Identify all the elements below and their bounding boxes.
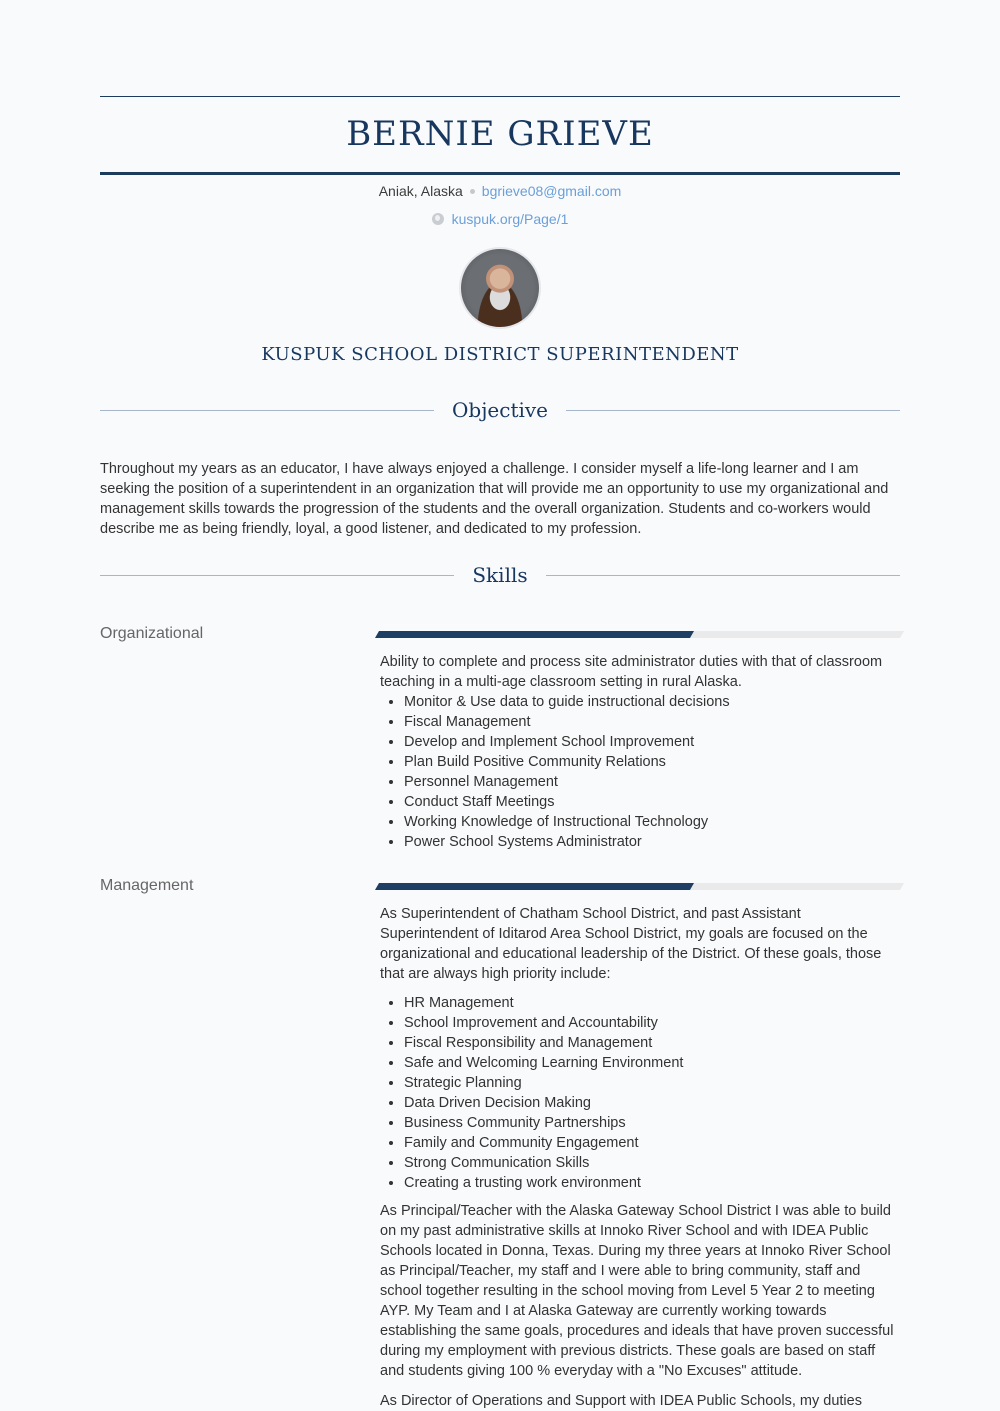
list-item: • Conduct Staff Meetings xyxy=(404,792,900,812)
skill-bullet-list xyxy=(380,692,900,852)
job-title: KUSPUK SCHOOL DISTRICT SUPERINTENDENT xyxy=(261,344,739,365)
location-text: Aniak, Alaska xyxy=(378,183,463,199)
candidate-name: BERNIE GRIEVE xyxy=(346,114,654,154)
list-item: • Monitor & Use data to guide instructional decisions xyxy=(404,692,900,712)
list-item: • Plan Build Positive Community Relations xyxy=(404,752,900,772)
list-item: • Personnel Management xyxy=(404,772,900,792)
skills-heading xyxy=(100,560,900,590)
list-item: • Strategic Planning xyxy=(404,1073,900,1093)
list-item: • Family and Community Engagement xyxy=(404,1133,900,1153)
website-link[interactable]: kuspuk.org/Page/1 xyxy=(451,211,569,227)
list-item: • Develop and Implement School Improvement xyxy=(404,732,900,752)
list-item: • Working Knowledge of Instructional Technology xyxy=(404,812,900,832)
website-row xyxy=(100,209,900,229)
separator-dot-icon xyxy=(470,189,475,194)
skill-level-bar xyxy=(375,883,904,890)
skill-intro: Ability to complete and process site administrator duties with that of classroom teaching in a multi-age classroom setting in rural Alaska. xyxy=(380,654,883,690)
skill-name-management: Management xyxy=(100,877,194,894)
contact-row xyxy=(100,181,900,201)
skill-description-management xyxy=(380,904,900,1411)
objective-text: Throughout my years as an educator, I have always enjoyed a challenge. I consider myself a life-long learner and I am seeking the position of a superintendent in an organization that will provide me an opportunity to use my organizational and management skills towards the progression of the students and the overall organization. Students and co-workers would describe me as being friendly, loyal, a good listener, and dedicated to my profession. xyxy=(100,461,889,537)
skill-paragraph: As Director of Operations and Support with IDEA Public Schools, my duties xyxy=(380,1393,862,1409)
skill-intro: As Superintendent of Chatham School District, and past Assistant Superintendent of Iditarod Area School District, my goals are focused on the organizational and educational leadership of the District. Of these goals, those that are always high priority include: xyxy=(380,906,882,982)
skill-paragraph: As Principal/Teacher with the Alaska Gateway School District I was able to build on my past administrative skills at Innoko River School and with IDEA Public Schools located in Donna, Texas. During my three years at Innoko River School as Principal/Teacher, my staff and I were able to bring community, staff and school together resulting in the school moving from Level 5 Year 2 to meeting AYP. My Team and I at Alaska Gateway are currently working towards establishing the same goals, procedures and ideals that have proven successful during my employment with previous districts. These goals are based on staff and students giving 100 % everyday with a "No Excuses" attitude. xyxy=(380,1203,894,1379)
skill-level-fill xyxy=(375,631,694,638)
list-item: • Safe and Welcoming Learning Environment xyxy=(404,1053,900,1073)
list-item: • Power School Systems Administrator xyxy=(404,832,900,852)
skill-description-organizational xyxy=(380,652,900,852)
list-item: • HR Management xyxy=(404,993,900,1013)
section-title-skills: Skills xyxy=(472,563,528,587)
header-bottom-rule xyxy=(100,172,900,175)
divider-line xyxy=(100,575,454,576)
objective-heading xyxy=(100,395,900,425)
globe-icon xyxy=(432,213,444,225)
divider-line xyxy=(100,410,434,411)
header-top-rule xyxy=(100,96,900,97)
list-item: • School Improvement and Accountability xyxy=(404,1013,900,1033)
skill-name-organizational: Organizational xyxy=(100,625,204,642)
skill-level-bar xyxy=(375,631,904,638)
list-item: • Data Driven Decision Making xyxy=(404,1093,900,1113)
list-item: • Creating a trusting work environment xyxy=(404,1173,900,1193)
divider-line xyxy=(566,410,900,411)
list-item: • Fiscal Management xyxy=(404,712,900,732)
skill-level-fill xyxy=(375,883,694,890)
list-item: • Fiscal Responsibility and Management xyxy=(404,1033,900,1053)
skill-bullet-list xyxy=(380,993,900,1193)
divider-line xyxy=(546,575,900,576)
avatar xyxy=(459,247,541,329)
list-item: • Strong Communication Skills xyxy=(404,1153,900,1173)
section-title-objective: Objective xyxy=(452,398,549,422)
list-item: • Business Community Partnerships xyxy=(404,1113,900,1133)
email-link[interactable]: bgrieve08@gmail.com xyxy=(481,183,622,199)
